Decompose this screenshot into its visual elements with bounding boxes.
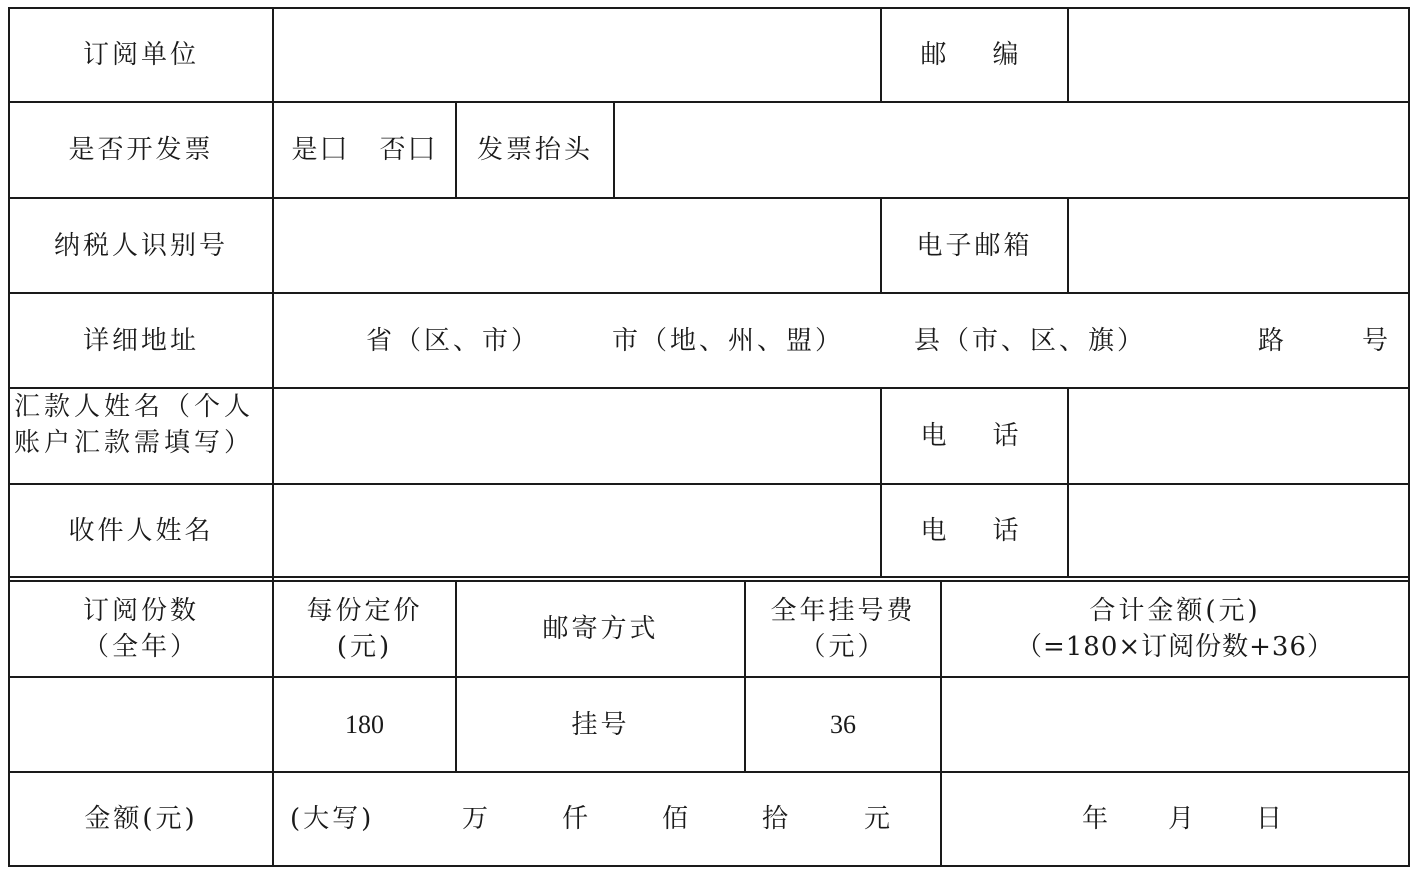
fee-header-line1: 全年挂号费 <box>770 596 916 626</box>
invoice-yes-checkbox[interactable]: 是囗 <box>291 135 350 165</box>
recipient-phone-field[interactable] <box>1069 485 1408 576</box>
total-field[interactable] <box>942 678 1408 771</box>
remitter-name-label <box>14 389 272 483</box>
subscriber-unit-field[interactable] <box>274 9 880 101</box>
remitter-phone-label: 电 话 <box>920 421 1029 451</box>
date-year: 年 <box>1082 804 1112 834</box>
amount-label: 金额(元) <box>84 804 198 834</box>
invoice-options <box>274 103 455 197</box>
rule-right <box>1408 7 1410 867</box>
price-value: 180 <box>345 709 384 739</box>
amount-wan: 万 <box>462 804 492 834</box>
address-county: 县（市、区、旗） <box>914 325 1147 356</box>
taxpayer-id-label: 纳税人识别号 <box>53 230 228 261</box>
recipient-phone-label: 电 话 <box>920 515 1029 546</box>
copies-header <box>10 582 272 676</box>
mail-method-header: 邮寄方式 <box>542 614 659 644</box>
total-header-line2: （=180×订阅份数+36） <box>1015 632 1335 662</box>
postcode-field[interactable] <box>1069 9 1408 101</box>
invoice-label: 是否开发票 <box>68 135 214 165</box>
address-label: 详细地址 <box>82 325 199 356</box>
total-header-line1: 合计金额(元) <box>1089 596 1261 626</box>
subscriber-unit-label: 订阅单位 <box>82 40 199 70</box>
registration-fee-value: 36 <box>830 709 856 739</box>
address-number: 号 <box>1362 325 1392 356</box>
mail-method-value: 挂号 <box>571 709 630 740</box>
copies-header-line1: 订阅份数 <box>82 596 199 626</box>
rule-bottom <box>8 865 1410 867</box>
postcode-label: 邮 编 <box>920 40 1029 70</box>
registration-fee-header <box>746 582 940 676</box>
email-field[interactable] <box>1069 199 1408 292</box>
amount-yuan: 元 <box>864 804 894 834</box>
copies-field[interactable] <box>10 678 272 771</box>
amount-capital-field[interactable] <box>274 773 940 865</box>
date-month: 月 <box>1168 804 1198 834</box>
price-header-line1: 每份定价 <box>306 596 423 626</box>
price-header-line2: (元) <box>336 632 393 662</box>
invoice-title-field[interactable] <box>615 103 1408 197</box>
invoice-title-label: 发票抬头 <box>476 135 593 165</box>
recipient-name-field[interactable] <box>274 485 880 576</box>
amount-qian: 仟 <box>562 804 592 834</box>
copies-header-line2: （全年） <box>82 632 199 662</box>
taxpayer-id-field[interactable] <box>274 199 880 292</box>
amount-capital-label: (大写) <box>290 804 375 834</box>
rule-row6a <box>8 576 1410 578</box>
remitter-phone-field[interactable] <box>1069 389 1408 483</box>
remitter-label-line1: 汇款人姓名（个人 <box>14 392 255 422</box>
recipient-name-label: 收件人姓名 <box>68 515 214 546</box>
email-label: 电子邮箱 <box>916 230 1033 261</box>
date-day: 日 <box>1256 804 1286 834</box>
fee-header-line2: （元） <box>799 632 887 662</box>
remitter-label-line2: 账户汇款需填写） <box>14 428 255 458</box>
address-road: 路 <box>1258 325 1288 356</box>
total-header <box>942 582 1408 676</box>
address-field[interactable] <box>274 294 1408 387</box>
amount-shi: 拾 <box>762 804 792 834</box>
amount-bai: 佰 <box>662 804 692 834</box>
remitter-name-field[interactable] <box>274 389 880 483</box>
date-field[interactable] <box>942 773 1408 865</box>
price-header <box>274 582 455 676</box>
address-city: 市（地、州、盟） <box>612 325 845 356</box>
address-province: 省（区、市） <box>366 325 541 356</box>
invoice-no-checkbox[interactable]: 否囗 <box>379 135 438 165</box>
